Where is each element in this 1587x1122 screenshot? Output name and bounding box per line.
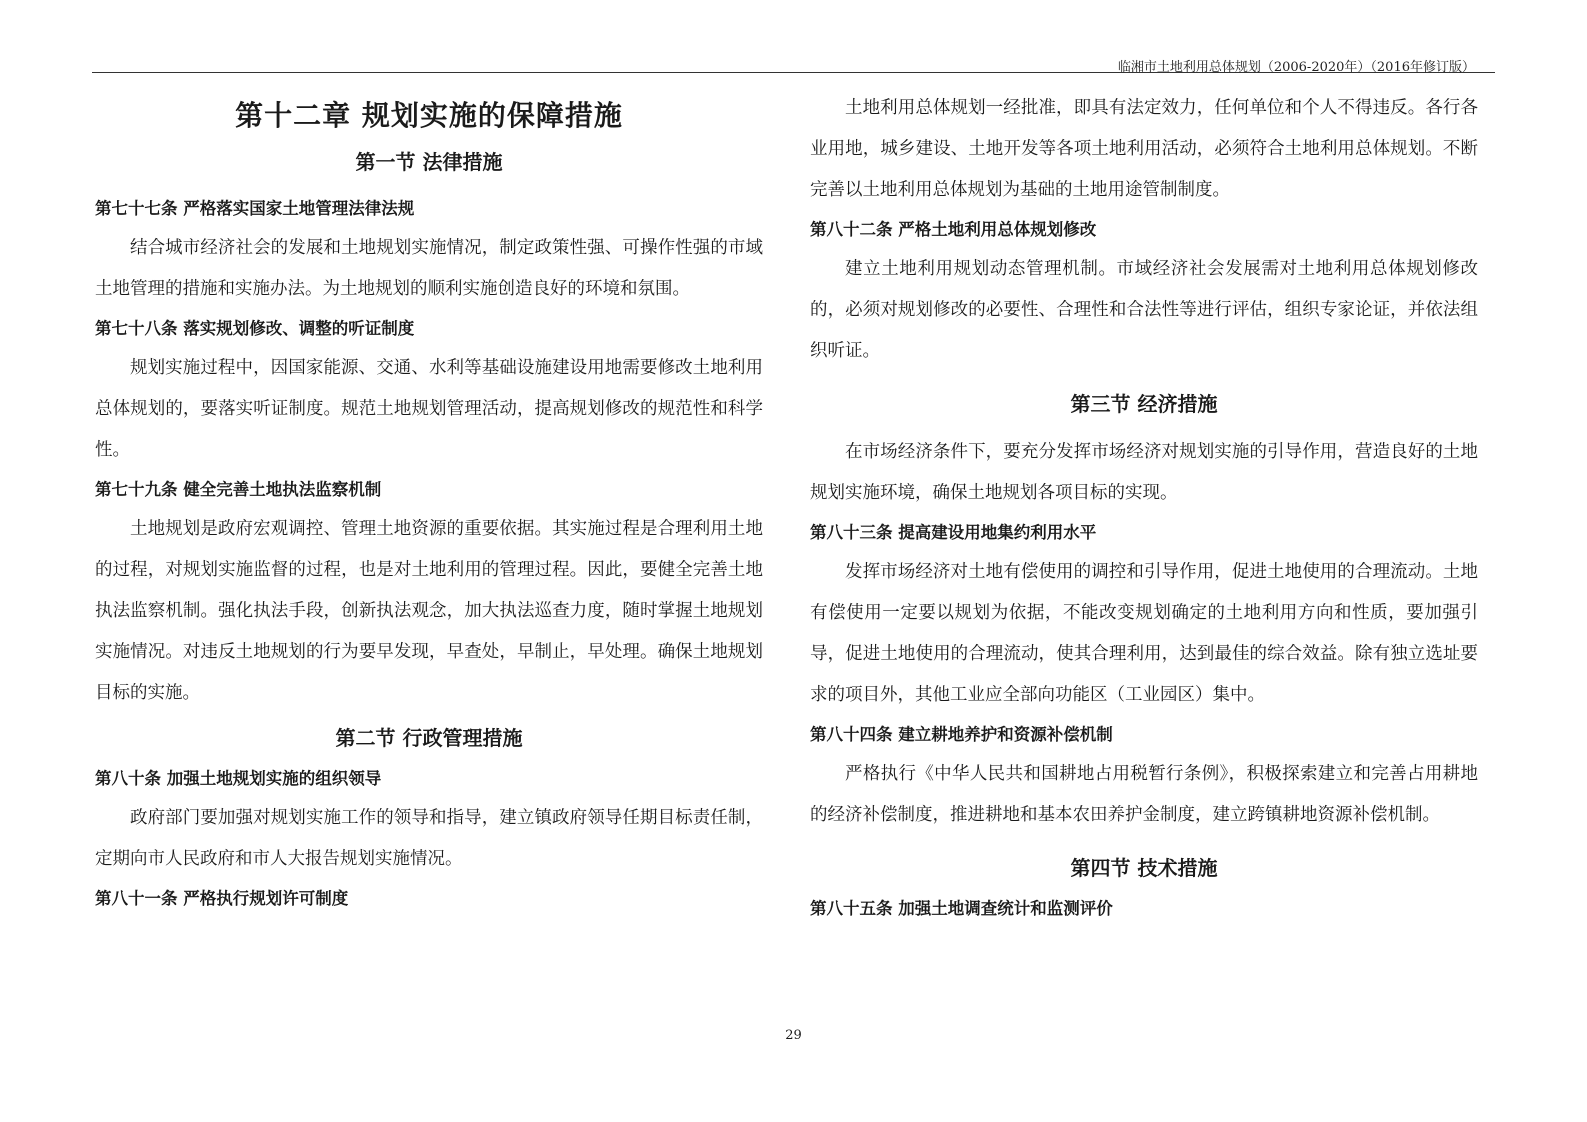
article-78-title: 第七十八条 落实规划修改、调整的听证制度 xyxy=(95,319,415,338)
article-80-text: 政府部门要加强对规划实施工作的领导和指导，建立镇政府领导任期目标责任制，定期向市人民政府和市人大报告规划实施情况。 xyxy=(95,808,763,869)
section-title-1: 第一节 法律措施 xyxy=(355,150,503,174)
chapter-title: 第十二章 规划实施的保障措施 xyxy=(235,99,623,132)
article-79-title: 第七十九条 健全完善土地执法监察机制 xyxy=(95,480,382,499)
article-84-title: 第八十四条 建立耕地养护和资源补偿机制 xyxy=(810,725,1113,744)
article-77-title: 第七十七条 严格落实国家土地管理法律法规 xyxy=(95,199,415,218)
article-81-title: 第八十一条 严格执行规划许可制度 xyxy=(95,889,349,908)
header-rule xyxy=(92,72,1495,73)
right-column xyxy=(810,86,1478,928)
article-82-text: 建立土地利用规划动态管理机制。市域经济社会发展需对土地利用总体规划修改的，必须对规划修改的必要性、合理性和合法性等进行评估，组织专家论证，并依法组织听证。 xyxy=(810,259,1478,361)
article-79-text: 土地规划是政府宏观调控、管理土地资源的重要依据。其实施过程是合理利用土地的过程，对规划实施监督的过程，也是对土地利用的管理过程。因此，要健全完善土地执法监察机制。强化执法手段，创新执法观念，加大执法巡查力度，随时掌握土地规划实施情况。对违反土地规划的行为要早发现，早查处，早制止，早处理。确保土地规划目标的实施。 xyxy=(95,519,763,703)
article-84-text: 严格执行《中华人民共和国耕地占用税暂行条例》，积极探索建立和完善占用耕地的经济补偿制度，推进耕地和基本农田养护金制度，建立跨镇耕地资源补偿机制。 xyxy=(810,764,1478,825)
article-83-text: 发挥市场经济对土地有偿使用的调控和引导作用，促进土地使用的合理流动。土地有偿使用一定要以规划为依据，不能改变规划确定的土地利用方向和性质，要加强引导，促进土地使用的合理流动，使其合理利用，达到最佳的综合效益。除有独立选址要求的项目外，其他工业应全部向功能区（工业园区）集中。 xyxy=(810,562,1478,705)
section-3-text: 在市场经济条件下，要充分发挥市场经济对规划实施的引导作用，营造良好的土地规划实施环境，确保土地规划各项目标的实现。 xyxy=(810,442,1478,503)
article-85-title: 第八十五条 加强土地调查统计和监测评价 xyxy=(810,899,1113,918)
page-number: 29 xyxy=(785,1028,802,1043)
article-81-text: 土地利用总体规划一经批准，即具有法定效力，任何单位和个人不得违反。各行各业用地，城乡建设、土地开发等各项土地利用活动，必须符合土地利用总体规划。不断完善以土地利用总体规划为基础的土地用途管制制度。 xyxy=(810,98,1478,200)
section-title-2: 第二节 行政管理措施 xyxy=(335,726,523,750)
header-title: 临湘市土地利用总体规划（2006-2020年）（2016年修订版） xyxy=(1117,60,1475,75)
section-title-3: 第三节 经济措施 xyxy=(1070,392,1218,416)
left-column xyxy=(95,86,763,918)
article-78-text: 规划实施过程中，因国家能源、交通、水利等基础设施建设用地需要修改土地利用总体规划的，要落实听证制度。规范土地规划管理活动，提高规划修改的规范性和科学性。 xyxy=(95,358,763,460)
section-title-4: 第四节 技术措施 xyxy=(1070,856,1218,880)
article-80-title: 第八十条 加强土地规划实施的组织领导 xyxy=(95,769,382,788)
article-82-title: 第八十二条 严格土地利用总体规划修改 xyxy=(810,220,1097,239)
article-83-title: 第八十三条 提高建设用地集约利用水平 xyxy=(810,523,1097,542)
article-77-text: 结合城市经济社会的发展和土地规划实施情况，制定政策性强、可操作性强的市域土地管理的措施和实施办法。为土地规划的顺利实施创造良好的环境和氛围。 xyxy=(95,238,763,299)
